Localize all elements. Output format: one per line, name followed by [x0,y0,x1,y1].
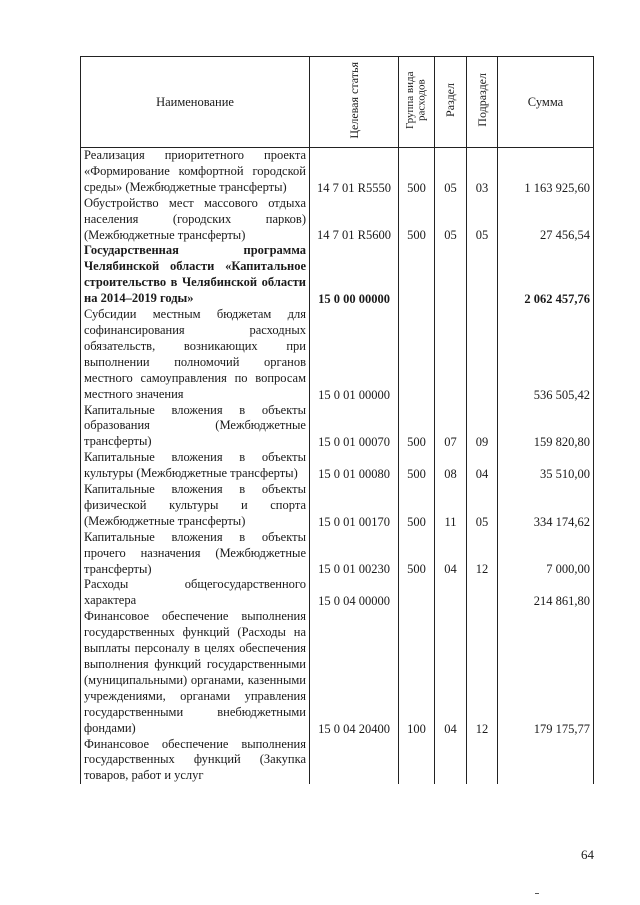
header-subsection: Подраздел [467,57,498,148]
row-name: Финансовое обеспечение выполнения государственных функций (Закупка товаров, работ и услуг [81,737,310,785]
row-group: 100 [399,609,435,736]
row-subsection: 09 [467,403,498,451]
table-row [81,307,594,402]
row-sum: 27 456,54 [498,196,594,244]
row-subsection: 05 [467,482,498,530]
row-group: 500 [399,450,435,482]
row-subsection: 12 [467,530,498,578]
row-target-code: 15 0 01 00230 [310,530,399,578]
row-section [435,737,467,785]
row-subsection [467,737,498,785]
table-row [81,530,594,578]
row-target-code: 14 7 01 R5550 [310,148,399,196]
row-name: Обустройство мест массового отдыха населения (городских парков) (Межбюджетные трансферты) [81,196,310,244]
row-name: Капитальные вложения в объекты физической культуры и спорта (Межбюджетные трансферты) [81,482,310,530]
header-section: Раздел [435,57,467,148]
row-section: 04 [435,530,467,578]
row-sum: 2 062 457,76 [498,243,594,307]
table-header [81,57,594,148]
row-section [435,307,467,402]
row-sum: 1 163 925,60 [498,148,594,196]
row-target-code: 15 0 01 00080 [310,450,399,482]
row-name: Государственная программа Челябинской области «Капитальное строительство в Челябинской области на 2014–2019 годы» [81,243,310,307]
row-name: Капитальные вложения в объекты прочего назначения (Межбюджетные трансферты) [81,530,310,578]
row-section: 05 [435,196,467,244]
header-sum: Сумма [498,57,594,148]
header-name: Наименование [81,57,310,148]
header-target: Целевая статья [310,57,399,148]
row-name: Расходы общегосударственного характера [81,577,310,609]
row-group [399,737,435,785]
row-target-code: 15 0 01 00000 [310,307,399,402]
row-target-code: 15 0 01 00070 [310,403,399,451]
table-row [81,403,594,451]
row-section: 04 [435,609,467,736]
row-target-code: 15 0 01 00170 [310,482,399,530]
row-subsection: 03 [467,148,498,196]
row-group: 500 [399,148,435,196]
row-target-code: 15 0 04 00000 [310,577,399,609]
row-sum: 35 510,00 [498,450,594,482]
row-sum [498,737,594,785]
table-row [81,450,594,482]
row-sum: 159 820,80 [498,403,594,451]
header-group: Группа вида расходов [399,57,435,148]
row-name: Капитальные вложения в объекты образования (Межбюджетные трансферты) [81,403,310,451]
table-row [81,196,594,244]
row-sum: 179 175,77 [498,609,594,736]
row-sum: 214 861,80 [498,577,594,609]
row-section [435,243,467,307]
row-subsection [467,577,498,609]
row-section: 07 [435,403,467,451]
row-group [399,577,435,609]
row-target-code [310,737,399,785]
row-group: 500 [399,482,435,530]
page-mark [535,893,539,894]
table-row [81,482,594,530]
row-subsection [467,307,498,402]
row-section: 05 [435,148,467,196]
row-target-code: 15 0 00 00000 [310,243,399,307]
row-target-code: 15 0 04 20400 [310,609,399,736]
row-subsection: 05 [467,196,498,244]
row-sum: 7 000,00 [498,530,594,578]
row-name: Финансовое обеспечение выполнения государственных функций (Расходы на выплаты персоналу в целях обеспечения выполнения функций государственными (муниципальными) органами, казенными учреждениями, органами управления государственными внебюджетными фондами) [81,609,310,736]
row-sum: 536 505,42 [498,307,594,402]
row-subsection: 04 [467,450,498,482]
row-group: 500 [399,530,435,578]
table-row [81,148,594,196]
row-group: 500 [399,196,435,244]
row-name: Субсидии местным бюджетам для софинансирования расходных обязательств, возникающих при выполнении полномочий органов местного самоуправления по вопросам местного значения [81,307,310,402]
row-group [399,307,435,402]
row-group: 500 [399,403,435,451]
row-sum: 334 174,62 [498,482,594,530]
row-section [435,577,467,609]
table-row [81,577,594,609]
row-subsection: 12 [467,609,498,736]
budget-table [80,56,594,784]
row-name: Капитальные вложения в объекты культуры (Межбюджетные трансферты) [81,450,310,482]
table-body [81,148,594,785]
table-row [81,243,594,307]
table-row [81,737,594,785]
row-target-code: 14 7 01 R5600 [310,196,399,244]
row-section: 11 [435,482,467,530]
row-section: 08 [435,450,467,482]
row-name: Реализация приоритетного проекта «Формирование комфортной городской среды» (Межбюджетные трансферты) [81,148,310,196]
row-group [399,243,435,307]
page-number: 64 [581,847,594,862]
table-row [81,609,594,736]
row-subsection [467,243,498,307]
